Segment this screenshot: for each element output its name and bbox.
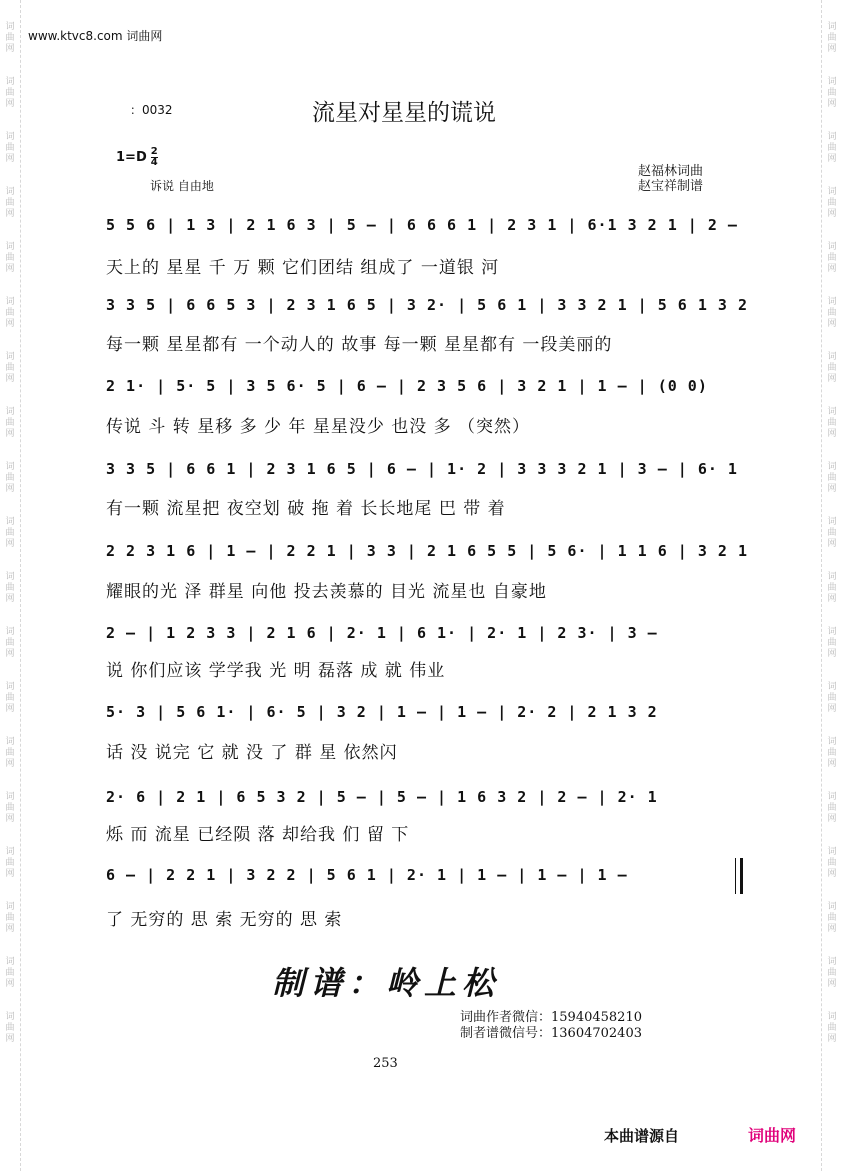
lyric-row: 话 没 说完 它 就 没 了 群 星 依然闪 xyxy=(106,743,398,763)
lyric-row: 了 无穷的 思 索 无穷的 思 索 xyxy=(106,910,343,930)
watermark-text: 词 曲 网 xyxy=(5,187,15,219)
notation-row: 2· 6 | 2 1 | 6 5 3 2 | 5 – | 5 – | 1 6 3 2 | 2 – | 2· 1 xyxy=(106,788,658,806)
watermark-text: 词 曲 网 xyxy=(827,737,837,769)
watermark-text: 词 曲 网 xyxy=(5,792,15,824)
song-title: 流星对星星的谎说 xyxy=(312,100,496,126)
final-barline xyxy=(735,858,743,894)
lyric-row: 有一颗 流星把 夜空划 破 拖 着 长长地尾 巴 带 着 xyxy=(106,499,506,519)
key-label: 1=D xyxy=(116,150,147,165)
watermark-text: 词 曲 网 xyxy=(827,22,837,54)
watermark-text: 词 曲 网 xyxy=(827,352,837,384)
watermark-text: 词 曲 网 xyxy=(827,902,837,934)
watermark-text: 词 曲 网 xyxy=(827,132,837,164)
notation-row: 5 5 6 | 1 3 | 2 1 6 3 | 5 – | 6 6 6 1 | 2 3 1 | 6·1 3 2 1 | 2 – xyxy=(106,216,738,234)
watermark-text: 词 曲 网 xyxy=(827,297,837,329)
notation-row: 3 3 5 | 6 6 1 | 2 3 1 6 5 | 6 – | 1· 2 | 3 3 3 2 1 | 3 – | 6· 1 xyxy=(106,460,738,478)
notation-row: 2 – | 1 2 3 3 | 2 1 6 | 2· 1 | 6 1· | 2· 1 | 2 3· | 3 – xyxy=(106,624,658,642)
time-sig-top: 2 xyxy=(150,146,158,157)
notation-row: 5· 3 | 5 6 1· | 6· 5 | 3 2 | 1 – | 1 – | 2· 2 | 2 1 3 2 xyxy=(106,703,658,721)
watermark-text: 词 曲 网 xyxy=(827,407,837,439)
lyric-row: 传说 斗 转 星移 多 少 年 星星没少 也没 多 （突然） xyxy=(106,417,531,437)
watermark-text: 词 曲 网 xyxy=(5,132,15,164)
watermark-text: 词 曲 网 xyxy=(5,22,15,54)
watermark-text: 词 曲 网 xyxy=(827,627,837,659)
watermark-text: 词 曲 网 xyxy=(827,1012,837,1044)
lyric-row: 每一颗 星星都有 一个动人的 故事 每一颗 星星都有 一段美丽的 xyxy=(106,335,613,355)
source-label: 本曲谱源自 xyxy=(604,1127,680,1145)
right-watermark-strip xyxy=(821,0,842,1171)
composer-credit: 赵福林词曲 xyxy=(638,164,704,179)
watermark-text: 词 曲 网 xyxy=(5,957,15,989)
notation-row: 2 1· | 5· 5 | 3 5 6· 5 | 6 – | 2 3 5 6 | 3 2 1 | 1 – | (0 0) xyxy=(106,377,708,395)
watermark-text: 词 曲 网 xyxy=(827,957,837,989)
left-watermark-strip xyxy=(0,0,21,1171)
lyric-row: 耀眼的光 泽 群星 向他 投去羡慕的 目光 流星也 自豪地 xyxy=(106,582,547,602)
watermark-text: 词 曲 网 xyxy=(827,187,837,219)
arranger-contact: 制者谱微信号：13604702403 xyxy=(460,1026,642,1041)
watermark-text: 词 曲 网 xyxy=(5,517,15,549)
watermark-text: 词 曲 网 xyxy=(5,572,15,604)
watermark-text: 词 曲 网 xyxy=(827,572,837,604)
watermark-text: 词 曲 网 xyxy=(5,352,15,384)
watermark-text: 词 曲 网 xyxy=(5,682,15,714)
watermark-text: 词 曲 网 xyxy=(5,77,15,109)
lyric-row: 烁 而 流星 已经陨 落 却给我 们 留 下 xyxy=(106,825,410,845)
watermark-text: 词 曲 网 xyxy=(5,902,15,934)
lyric-row: 说 你们应该 学学我 光 明 磊落 成 就 伟业 xyxy=(106,661,446,681)
watermark-text: 词 曲 网 xyxy=(827,77,837,109)
arranger-signature: 制谱：岭上松 xyxy=(272,964,501,1002)
watermark-text: 词 曲 网 xyxy=(5,462,15,494)
watermark-text: 词 曲 网 xyxy=(827,792,837,824)
page-number: 253 xyxy=(373,1056,398,1071)
watermark-text: 词 曲 网 xyxy=(827,847,837,879)
site-url[interactable]: www.ktvc8.com 词曲网 xyxy=(28,29,163,43)
key-signature xyxy=(116,147,158,168)
watermark-text: 词 曲 网 xyxy=(827,682,837,714)
tempo-marking: 诉说 自由地 xyxy=(150,179,214,193)
notation-row: 6 – | 2 2 1 | 3 2 2 | 5 6 1 | 2· 1 | 1 – | 1 – | 1 – xyxy=(106,866,628,884)
score-serial: ：0032 xyxy=(130,103,173,117)
credits xyxy=(638,164,703,194)
watermark-text: 词 曲 网 xyxy=(5,737,15,769)
lyric-row: 天上的 星星 千 万 颗 它们团结 组成了 一道银 河 xyxy=(106,258,500,278)
watermark-text: 词 曲 网 xyxy=(827,242,837,274)
watermark-text: 词 曲 网 xyxy=(5,297,15,329)
watermark-text: 词 曲 网 xyxy=(827,517,837,549)
watermark-text: 词 曲 网 xyxy=(5,847,15,879)
time-sig-bottom: 4 xyxy=(150,157,158,168)
notation-row: 2 2 3 1 6 | 1 – | 2 2 1 | 3 3 | 2 1 6 5 5 | 5 6· | 1 1 6 | 3 2 1 xyxy=(106,542,748,560)
watermark-text: 词 曲 网 xyxy=(5,627,15,659)
source-site-link[interactable]: 词曲网 xyxy=(748,1126,797,1145)
watermark-text: 词 曲 网 xyxy=(5,242,15,274)
author-contact: 词曲作者微信：15940458210 xyxy=(460,1010,642,1025)
time-signature xyxy=(151,147,158,168)
watermark-text: 词 曲 网 xyxy=(5,407,15,439)
watermark-text: 词 曲 网 xyxy=(5,1012,15,1044)
arranger-credit: 赵宝祥制谱 xyxy=(638,179,704,194)
watermark-text: 词 曲 网 xyxy=(827,462,837,494)
notation-row: 3 3 5 | 6 6 5 3 | 2 3 1 6 5 | 3 2· | 5 6 1 | 3 3 2 1 | 5 6 1 3 2 xyxy=(106,296,748,314)
